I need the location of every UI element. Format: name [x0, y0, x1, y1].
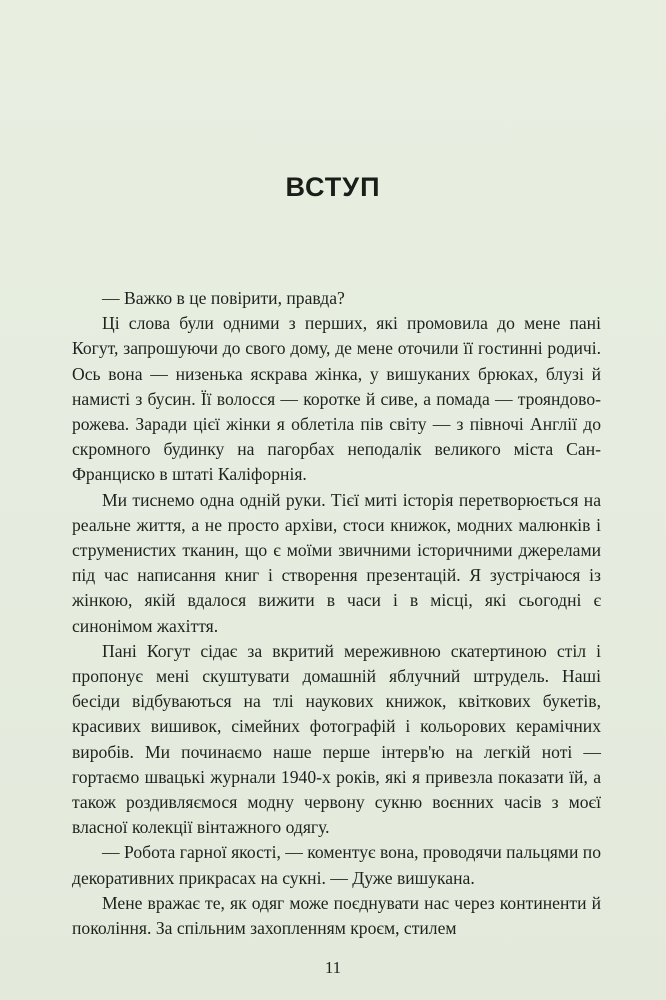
paragraph: Пані Когут сідає за вкритий мереживною скатертиною стіл і пропонує мені скуштувати домашній яблучний штрудель. Наші бесіди відбуваються на тлі наукових книжок, квіткових букетів, красивих вишивок, сімейних фотографій і кольорових керамічних виробів. Ми починаємо наше перше інтерв'ю на легкій ноті — гортаємо швацькі журнали 1940-х років, які я привезла показати їй, а також роздивляємося модну червону сукню воєнних часів з моєї власної колекції вінтажного одягу.	[72, 640, 601, 838]
paragraph: — Важко в це повірити, правда?	[102, 288, 345, 308]
paragraph: Мене вражає те, як одяг може поєднувати нас через континенти й покоління. За спільним захопленням кроєм, стилем	[72, 892, 601, 939]
paragraph: — Робота гарної якості, — коментує вона, проводячи пальцями по декоративних прикрасах на сукні. — Дуже вишукана.	[72, 842, 601, 888]
chapter-title: ВСТУП	[285, 172, 381, 202]
page-number: 11	[324, 958, 342, 977]
body-text	[72, 286, 601, 941]
paragraph: Ми тиснемо одна одній руки. Тієї миті історія перетворюється на реальне життя, а не просто архіви, стоси книжок, модних малюнків і струменистих тканин, що є моїми звичними історичними джерелами під час написання книг і створення презентацій. Я зустрічаюся із жінкою, якій вдалося вижити в часи і в місці, які сьогодні є синонімом жахіття.	[72, 489, 601, 636]
paragraph: Ці слова були одними з перших, які промовила до мене пані Когут, запрошуючи до свого дому, де мене оточили її гостинні родичі. Ось вона — низенька яскрава жінка, у вишуканих брюках, блузі й намисті з бусин. Її волосся — коротке й сиве, а помада — трояндово-рожева. Заради цієї жінки я облетіла пів світу — з півночі Англії до скромного будинку на пагорбах неподалік великого міста Сан-Франциско в штаті Каліфорнія.	[72, 313, 601, 485]
